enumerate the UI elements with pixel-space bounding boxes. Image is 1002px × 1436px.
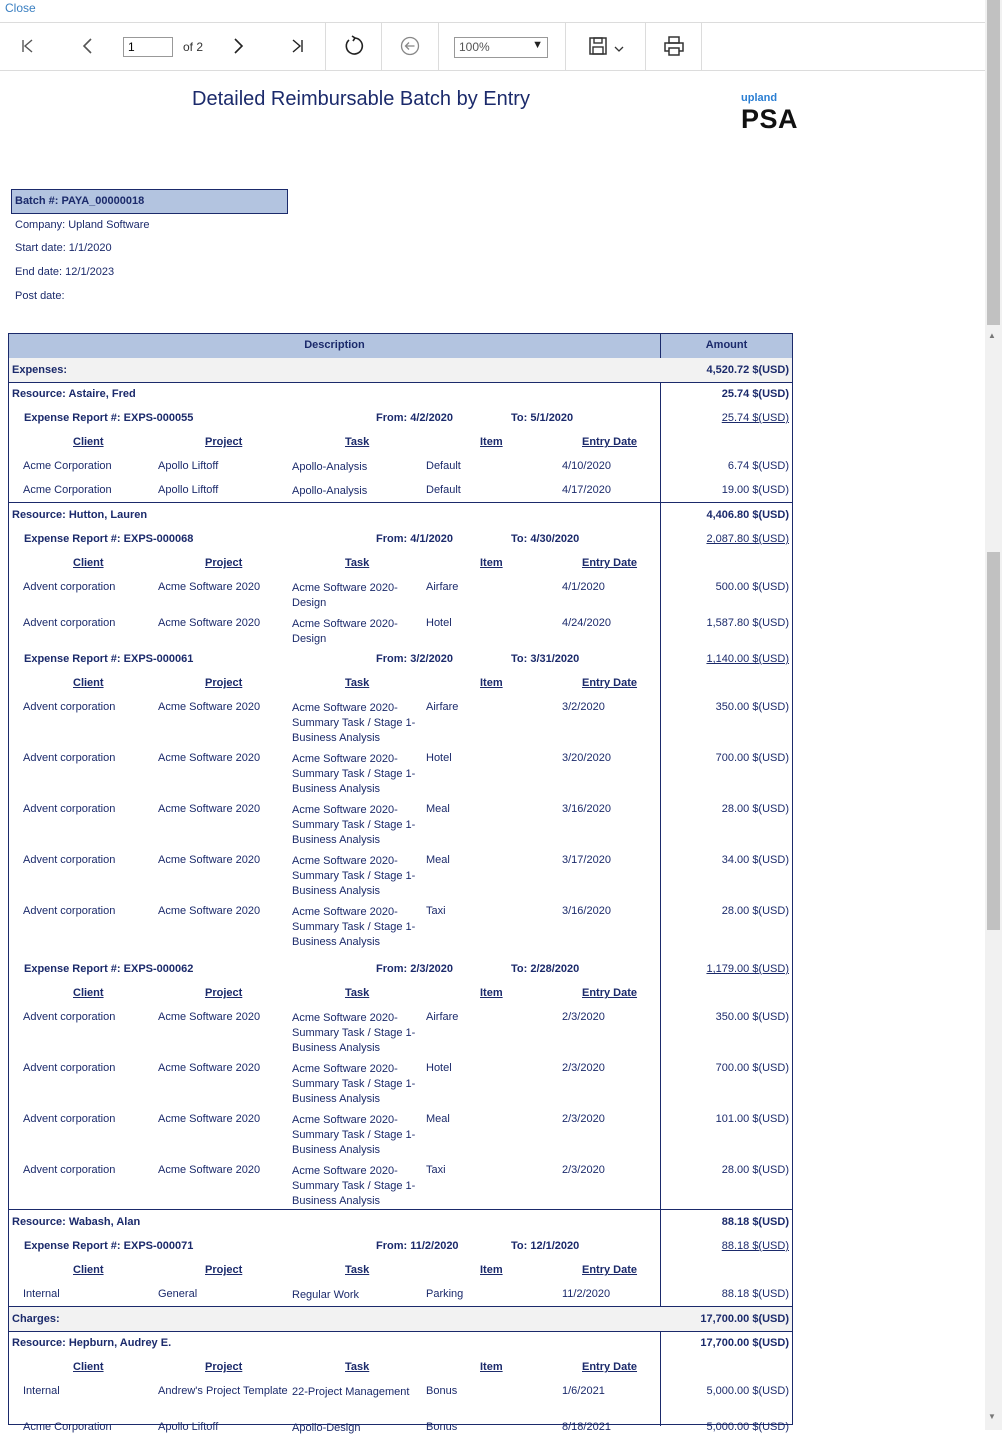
company-label: Company: Upland Software xyxy=(15,219,150,231)
last-page-button[interactable] xyxy=(283,32,311,60)
column-header-entry-date: Entry Date xyxy=(582,557,638,569)
row-item: Airfare xyxy=(426,581,459,593)
row-project: Acme Software 2020 xyxy=(158,905,261,917)
expense-report-total: 88.18 $(USD) xyxy=(721,1240,789,1252)
row-date: 3/16/2020 xyxy=(562,905,611,917)
amount-column-divider xyxy=(660,382,661,503)
row-project: Andrew's Project Template xyxy=(158,1385,288,1397)
header-description: Description xyxy=(304,339,365,351)
row-task: 22-Project Management xyxy=(292,1386,410,1398)
column-header-project: Project xyxy=(205,987,243,999)
section-divider xyxy=(9,1209,792,1210)
row-item: Bonus xyxy=(426,1421,458,1433)
brand-logo-small: upland xyxy=(741,92,778,104)
expense-report-number: Expense Report #: EXPS-000071 xyxy=(24,1240,194,1252)
brand-logo: PSA xyxy=(741,104,799,134)
expense-report-to: To: 12/1/2020 xyxy=(511,1240,580,1252)
row-client: Advent corporation xyxy=(23,905,116,917)
row-date: 3/2/2020 xyxy=(562,701,605,713)
column-header-item: Item xyxy=(480,1264,503,1276)
expense-report-from: From: 3/2/2020 xyxy=(376,653,454,665)
amount-column-divider xyxy=(660,503,661,1210)
row-client: Internal xyxy=(23,1288,60,1300)
column-header-entry-date: Entry Date xyxy=(582,677,638,689)
column-header-task: Task xyxy=(345,436,370,448)
column-header-client: Client xyxy=(73,677,104,689)
chevron-down-icon xyxy=(613,43,625,55)
row-item: Airfare xyxy=(426,1011,459,1023)
first-page-button[interactable] xyxy=(14,32,42,60)
row-date: 2/3/2020 xyxy=(562,1011,605,1023)
chevron-left-icon xyxy=(79,37,97,55)
resource-name: Resource: Hutton, Lauren xyxy=(12,509,148,521)
row-project: Acme Software 2020 xyxy=(158,617,261,629)
row-amount: 101.00 $(USD) xyxy=(715,1113,789,1125)
zoom-select[interactable] xyxy=(454,37,548,58)
row-amount: 19.00 $(USD) xyxy=(721,484,789,496)
charges-total: 17,700.00 $(USD) xyxy=(700,1313,789,1325)
row-client: Acme Corporation xyxy=(23,460,112,472)
back-button[interactable] xyxy=(396,32,424,60)
refresh-button[interactable] xyxy=(339,32,369,60)
row-amount: 28.00 $(USD) xyxy=(721,803,789,815)
row-item: Hotel xyxy=(426,1062,452,1074)
expenses-label: Expenses: xyxy=(12,364,68,376)
row-task: Acme Software 2020-Summary Task / Stage 1-Business Analysis xyxy=(292,1165,416,1207)
chevron-right-icon xyxy=(229,37,247,55)
resource-total: 4,406.80 $(USD) xyxy=(706,509,789,521)
expenses-section-header xyxy=(9,358,792,383)
save-icon xyxy=(588,36,608,56)
expenses-total: 4,520.72 $(USD) xyxy=(706,364,789,376)
amount-column-divider xyxy=(660,1210,661,1307)
row-project: Acme Software 2020 xyxy=(158,1164,261,1176)
expense-report-from: From: 4/1/2020 xyxy=(376,533,454,545)
expense-report-from: From: 2/3/2020 xyxy=(376,963,454,975)
column-header-task: Task xyxy=(345,1361,370,1373)
row-task: Apollo-Design xyxy=(292,1422,361,1434)
row-item: Meal xyxy=(426,803,450,815)
expense-report-to: To: 2/28/2020 xyxy=(511,963,580,975)
expense-report-from: From: 4/2/2020 xyxy=(376,412,454,424)
row-project: Apollo Liftoff xyxy=(158,460,219,472)
column-header-client: Client xyxy=(73,1264,104,1276)
print-button[interactable] xyxy=(660,32,688,60)
scroll-up-arrow-icon[interactable]: ▲ xyxy=(988,331,996,340)
row-date: 4/1/2020 xyxy=(562,581,605,593)
row-project: Apollo Liftoff xyxy=(158,1421,219,1433)
expense-report-to: To: 5/1/2020 xyxy=(511,412,574,424)
section-divider xyxy=(9,502,792,503)
charges-label: Charges: xyxy=(12,1313,60,1325)
row-task: Acme Software 2020-Summary Task / Stage 1-Business Analysis xyxy=(292,906,416,948)
row-client: Advent corporation xyxy=(23,803,116,815)
row-item: Airfare xyxy=(426,701,459,713)
column-header-entry-date: Entry Date xyxy=(582,987,638,999)
report-toolbar xyxy=(0,22,985,71)
row-date: 4/17/2020 xyxy=(562,484,611,496)
row-item: Default xyxy=(426,484,461,496)
batch-number: Batch #: PAYA_00000018 xyxy=(11,189,288,214)
row-task: Acme Software 2020-Summary Task / Stage 1-Business Analysis xyxy=(292,804,416,846)
column-header-project: Project xyxy=(205,677,243,689)
row-client: Advent corporation xyxy=(23,1113,116,1125)
column-header-project: Project xyxy=(205,557,243,569)
column-header-item: Item xyxy=(480,677,503,689)
row-client: Advent corporation xyxy=(23,581,116,593)
resource-total: 88.18 $(USD) xyxy=(721,1216,789,1228)
last-page-icon xyxy=(288,37,306,55)
row-amount: 88.18 $(USD) xyxy=(721,1288,789,1300)
row-item: Meal xyxy=(426,854,450,866)
vertical-scrollbar[interactable] xyxy=(985,0,1002,1430)
close-link[interactable]: Close xyxy=(5,1,36,15)
column-header-client: Client xyxy=(73,1361,104,1373)
row-date: 2/3/2020 xyxy=(562,1164,605,1176)
row-project: Acme Software 2020 xyxy=(158,752,261,764)
row-item: Hotel xyxy=(426,752,452,764)
row-client: Advent corporation xyxy=(23,1011,116,1023)
resource-name: Resource: Hepburn, Audrey E. xyxy=(12,1337,172,1349)
refresh-icon xyxy=(343,35,365,57)
row-amount: 350.00 $(USD) xyxy=(715,701,789,713)
row-amount: 1,587.80 $(USD) xyxy=(706,617,789,629)
save-menu-button[interactable] xyxy=(583,32,629,60)
row-item: Meal xyxy=(426,1113,450,1125)
row-amount: 5,000.00 $(USD) xyxy=(706,1385,789,1397)
row-client: Advent corporation xyxy=(23,1062,116,1074)
chevron-down-icon: ▼ xyxy=(532,39,543,51)
row-date: 3/17/2020 xyxy=(562,854,611,866)
amount-column-divider xyxy=(660,334,661,358)
print-icon xyxy=(663,35,685,57)
expense-report-number: Expense Report #: EXPS-000055 xyxy=(24,412,194,424)
expense-report-total: 25.74 $(USD) xyxy=(721,412,789,424)
row-amount: 500.00 $(USD) xyxy=(715,581,789,593)
row-task: Acme Software 2020-Summary Task / Stage 1-Business Analysis xyxy=(292,753,416,795)
header-amount: Amount xyxy=(705,339,748,351)
row-date: 3/16/2020 xyxy=(562,803,611,815)
column-header-task: Task xyxy=(345,1264,370,1276)
row-task: Acme Software 2020-Summary Task / Stage 1-Business Analysis xyxy=(292,1114,416,1156)
column-header-task: Task xyxy=(345,987,370,999)
column-header-entry-date: Entry Date xyxy=(582,1264,638,1276)
row-project: General xyxy=(158,1288,198,1300)
row-task: Acme Software 2020-Summary Task / Stage 1-Business Analysis xyxy=(292,855,416,897)
expense-report-total: 1,140.00 $(USD) xyxy=(706,653,789,665)
resource-name: Resource: Wabash, Alan xyxy=(12,1216,141,1228)
row-client: Acme Corporation xyxy=(23,1421,112,1433)
row-amount: 700.00 $(USD) xyxy=(715,1062,789,1074)
column-header-item: Item xyxy=(480,557,503,569)
expense-report-number: Expense Report #: EXPS-000068 xyxy=(24,533,194,545)
expense-report-number: Expense Report #: EXPS-000062 xyxy=(24,963,194,975)
back-arrow-icon xyxy=(400,36,420,56)
row-task: Acme Software 2020-Design xyxy=(292,618,398,645)
page-total-label: of 2 xyxy=(183,40,204,54)
row-date: 2/3/2020 xyxy=(562,1113,605,1125)
row-task: Acme Software 2020-Design xyxy=(292,582,398,609)
row-date: 2/3/2020 xyxy=(562,1062,605,1074)
column-header-item: Item xyxy=(480,1361,503,1373)
resource-name: Resource: Astaire, Fred xyxy=(12,388,136,400)
row-amount: 34.00 $(USD) xyxy=(721,854,789,866)
row-item: Taxi xyxy=(426,1164,446,1176)
next-page-button[interactable] xyxy=(224,32,252,60)
scroll-down-arrow-icon[interactable]: ▼ xyxy=(988,1412,996,1421)
row-amount: 700.00 $(USD) xyxy=(715,752,789,764)
column-header-task: Task xyxy=(345,557,370,569)
row-project: Acme Software 2020 xyxy=(158,1062,261,1074)
charges-section-header xyxy=(9,1307,792,1332)
column-header-task: Task xyxy=(345,677,370,689)
page-number-input[interactable] xyxy=(123,37,173,57)
table-header xyxy=(9,334,792,359)
row-task: Acme Software 2020-Summary Task / Stage 1-Business Analysis xyxy=(292,1063,416,1105)
row-client: Advent corporation xyxy=(23,1164,116,1176)
row-date: 4/24/2020 xyxy=(562,617,611,629)
row-client: Acme Corporation xyxy=(23,484,112,496)
column-header-client: Client xyxy=(73,987,104,999)
resource-total: 17,700.00 $(USD) xyxy=(700,1337,789,1349)
row-item: Bonus xyxy=(426,1385,458,1397)
column-header-project: Project xyxy=(205,1264,243,1276)
row-project: Acme Software 2020 xyxy=(158,803,261,815)
row-project: Acme Software 2020 xyxy=(158,701,261,713)
row-amount: 6.74 $(USD) xyxy=(727,460,789,472)
expense-report-total: 1,179.00 $(USD) xyxy=(706,963,789,975)
row-item: Default xyxy=(426,460,461,472)
end-date-label: End date: 12/1/2023 xyxy=(15,266,115,278)
row-task: Regular Work xyxy=(292,1289,360,1301)
row-amount: 28.00 $(USD) xyxy=(721,905,789,917)
row-client: Advent corporation xyxy=(23,617,116,629)
zoom-value: 100% xyxy=(459,40,490,54)
column-header-item: Item xyxy=(480,987,503,999)
row-client: Advent corporation xyxy=(23,752,116,764)
row-date: 11/2/2020 xyxy=(562,1288,611,1300)
column-header-project: Project xyxy=(205,1361,243,1373)
row-task: Acme Software 2020-Summary Task / Stage 1-Business Analysis xyxy=(292,1012,416,1054)
amount-column-divider xyxy=(660,1331,661,1426)
row-project: Acme Software 2020 xyxy=(158,854,261,866)
row-item: Hotel xyxy=(426,617,452,629)
resource-total: 25.74 $(USD) xyxy=(721,388,789,400)
row-amount: 350.00 $(USD) xyxy=(715,1011,789,1023)
first-page-icon xyxy=(19,37,37,55)
column-header-item: Item xyxy=(480,436,503,448)
row-client: Advent corporation xyxy=(23,854,116,866)
column-header-client: Client xyxy=(73,557,104,569)
row-date: 4/10/2020 xyxy=(562,460,611,472)
row-date: 3/20/2020 xyxy=(562,752,611,764)
row-amount: 5,000.00 $(USD) xyxy=(706,1421,789,1433)
report-title: Detailed Reimbursable Batch by Entry xyxy=(192,88,530,110)
scroll-thumb[interactable] xyxy=(987,0,1000,325)
row-task: Apollo-Analysis xyxy=(292,485,368,497)
row-project: Acme Software 2020 xyxy=(158,1011,261,1023)
expense-report-from: From: 11/2/2020 xyxy=(376,1240,459,1252)
row-task: Acme Software 2020-Summary Task / Stage 1-Business Analysis xyxy=(292,702,416,744)
expense-report-to: To: 4/30/2020 xyxy=(511,533,580,545)
expense-report-to: To: 3/31/2020 xyxy=(511,653,580,665)
column-header-client: Client xyxy=(73,436,104,448)
row-project: Acme Software 2020 xyxy=(158,1113,261,1125)
post-date-label: Post date: xyxy=(15,290,65,302)
start-date-label: Start date: 1/1/2020 xyxy=(15,242,112,254)
row-date: 1/6/2021 xyxy=(562,1385,605,1397)
row-item: Parking xyxy=(426,1288,464,1300)
column-header-project: Project xyxy=(205,436,243,448)
row-project: Acme Software 2020 xyxy=(158,581,261,593)
column-header-entry-date: Entry Date xyxy=(582,436,638,448)
row-task: Apollo-Analysis xyxy=(292,461,368,473)
row-item: Taxi xyxy=(426,905,446,917)
column-header-entry-date: Entry Date xyxy=(582,1361,638,1373)
row-project: Apollo Liftoff xyxy=(158,484,219,496)
row-client: Advent corporation xyxy=(23,701,116,713)
previous-page-button[interactable] xyxy=(74,32,102,60)
row-amount: 28.00 $(USD) xyxy=(721,1164,789,1176)
row-client: Internal xyxy=(23,1385,60,1397)
scroll-thumb-lower[interactable] xyxy=(987,552,1000,930)
row-date: 8/18/2021 xyxy=(562,1421,611,1433)
expense-report-number: Expense Report #: EXPS-000061 xyxy=(24,653,194,665)
expense-report-total: 2,087.80 $(USD) xyxy=(706,533,789,545)
report-table xyxy=(8,333,793,1434)
